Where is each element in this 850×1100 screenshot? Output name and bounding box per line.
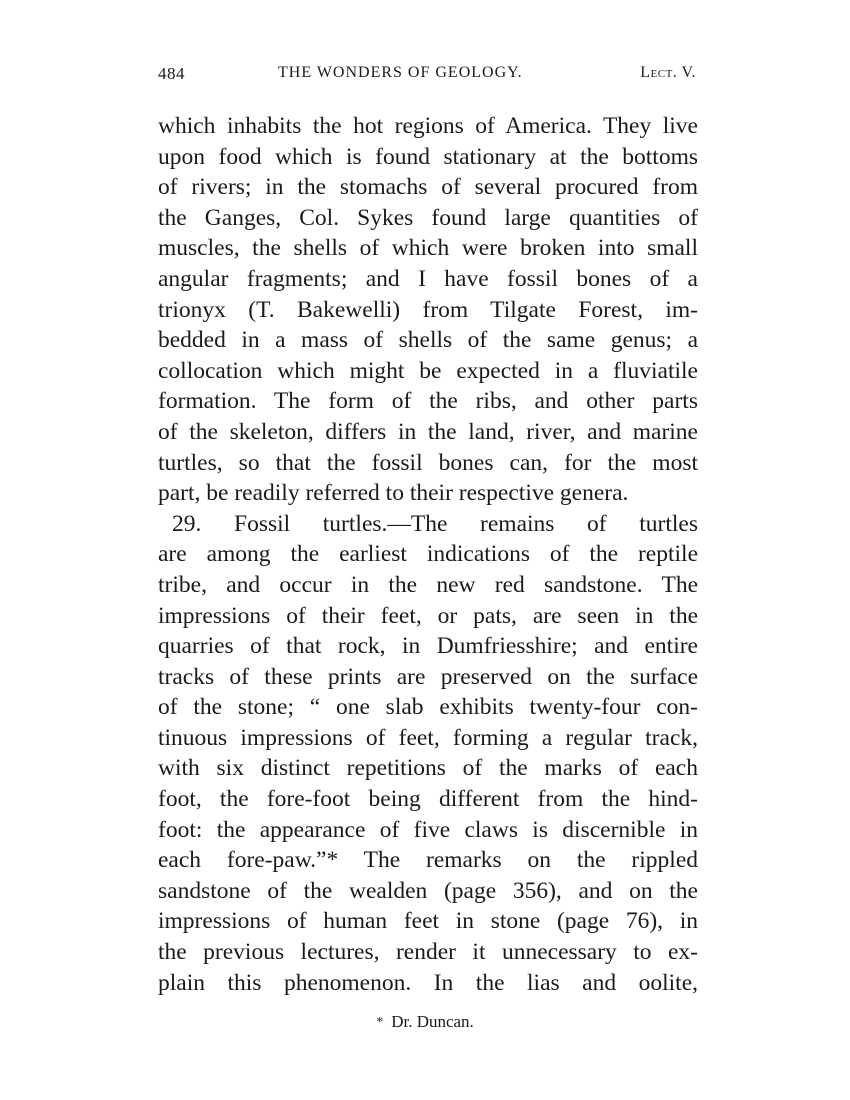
- footnote: [0, 1012, 850, 1032]
- footnote-text: Dr. Duncan.: [391, 1012, 474, 1031]
- text-line: sandstone of the wealden (page 356), and on the: [158, 877, 698, 904]
- text-line: with six distinct repetitions of the marks of each: [158, 755, 698, 782]
- text-line: foot, the fore-foot being different from the hind-: [158, 786, 698, 813]
- text-line: angular fragments; and I have fossil bones of a: [158, 265, 698, 292]
- running-title: THE WONDERS OF GEOLOGY.: [278, 64, 523, 81]
- section-heading-line: 29. Fossil turtles.—The remains of turtles: [172, 510, 698, 537]
- text-line: bedded in a mass of shells of the same genus; a: [158, 327, 698, 354]
- text-line: the previous lectures, render it unnecessary to ex-: [158, 939, 698, 966]
- text-line: impressions of human feet in stone (page 76), in: [158, 908, 698, 935]
- text-line: each fore-paw.”* The remarks on the rippled: [158, 847, 698, 874]
- body-text: [158, 111, 698, 998]
- text-line: impressions of their feet, or pats, are seen in the: [158, 602, 698, 629]
- text-line: quarries of that rock, in Dumfriesshire; and entire: [158, 633, 698, 660]
- text-line: tinuous impressions of feet, forming a regular track,: [158, 724, 698, 751]
- text-line: plain this phenomenon. In the lias and oolite,: [158, 969, 698, 996]
- footnote-marker: *: [376, 1015, 384, 1030]
- text-line: part, be readily referred to their respective genera.: [158, 480, 629, 507]
- page-number: 484: [158, 64, 185, 83]
- text-line: which inhabits the hot regions of America. They live: [158, 113, 698, 139]
- text-line: muscles, the shells of which were broken into small: [158, 235, 698, 262]
- text-line: collocation which might be expected in a fluviatile: [158, 357, 698, 384]
- text-line: of rivers; in the stomachs of several procured from: [158, 174, 698, 201]
- text-line: formation. The form of the ribs, and other parts: [158, 388, 698, 415]
- text-line: turtles, so that the fossil bones can, for the most: [158, 449, 698, 476]
- text-line: upon food which is found stationary at the bottoms: [158, 143, 698, 170]
- text-line: are among the earliest indications of the reptile: [158, 541, 698, 568]
- text-line: tracks of these prints are preserved on the surface: [158, 663, 698, 690]
- text-line: of the skeleton, differs in the land, river, and marine: [158, 418, 698, 445]
- text-line: foot: the appearance of five claws is discernible in: [158, 816, 698, 843]
- lecture-label: Lect. V.: [640, 64, 696, 81]
- text-line: of the stone; “ one slab exhibits twenty-four con-: [158, 694, 698, 721]
- text-line: trionyx (T. Bakewelli) from Tilgate Forest, im-: [158, 296, 698, 323]
- running-head: [158, 64, 696, 94]
- text-line: the Ganges, Col. Sykes found large quantities of: [158, 204, 698, 231]
- text-line: tribe, and occur in the new red sandstone. The: [158, 571, 698, 598]
